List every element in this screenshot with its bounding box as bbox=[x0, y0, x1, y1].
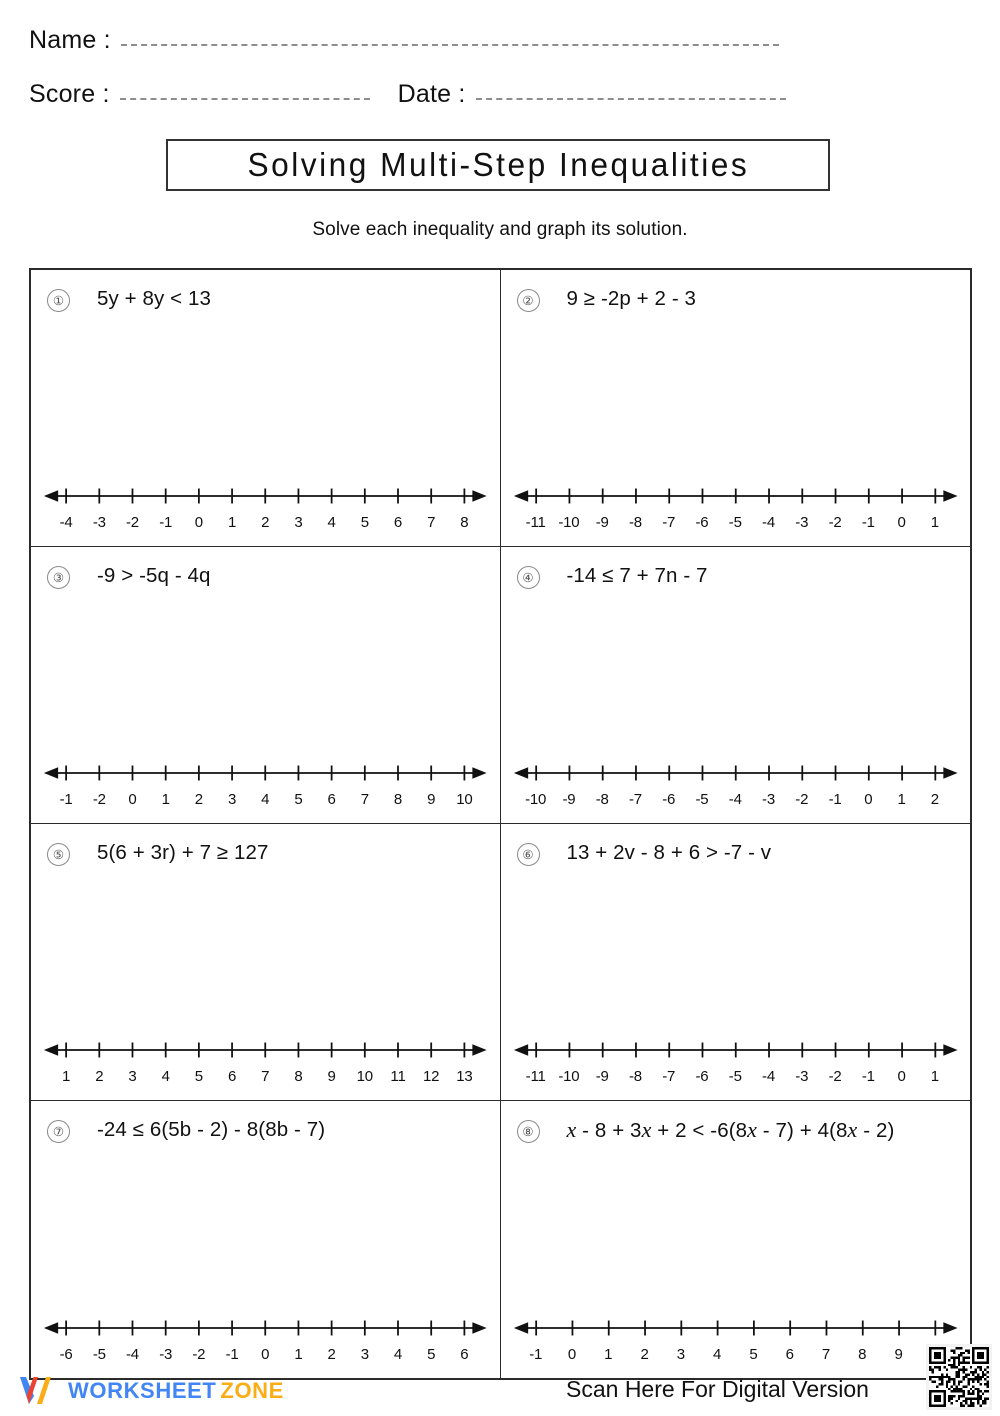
number-line-tick-label: -2 bbox=[828, 514, 842, 531]
number-line-tick-label: -1 bbox=[828, 791, 842, 808]
number-line-tick-label: 3 bbox=[676, 1346, 685, 1363]
answer-work-area[interactable] bbox=[41, 599, 490, 753]
number-line-tick-label: 2 bbox=[640, 1346, 649, 1363]
number-line-tick-label: -2 bbox=[92, 791, 106, 808]
problem-number-badge: ④ bbox=[517, 566, 540, 589]
number-line-tick-label: 5 bbox=[749, 1346, 758, 1363]
name-label: Name : bbox=[29, 26, 111, 54]
worksheet-title-box bbox=[166, 139, 830, 191]
number-line-tick-label: 5 bbox=[294, 791, 303, 808]
problem-expression: 13 + 2v - 8 + 6 > -7 - v bbox=[566, 841, 772, 864]
number-line-tick-label: -4 bbox=[762, 514, 775, 531]
problem-cell bbox=[31, 824, 501, 1101]
number-line-tick-label: 6 bbox=[460, 1346, 469, 1363]
number-line-tick-label: 5 bbox=[427, 1346, 436, 1363]
worksheet-instructions: Solve each inequality and graph its solution. bbox=[312, 219, 688, 240]
number-line-tick-label: -1 bbox=[529, 1346, 543, 1363]
number-line-labels bbox=[43, 1068, 488, 1088]
problem-cell bbox=[31, 547, 501, 824]
answer-work-area[interactable] bbox=[41, 1153, 490, 1308]
number-line-tick-label: 9 bbox=[427, 791, 436, 808]
number-line-tick-label: -5 bbox=[695, 791, 709, 808]
logo-text-zone: ZONE bbox=[220, 1378, 284, 1403]
problem-number-badge: ② bbox=[517, 289, 540, 312]
number-line-tick-label: 0 bbox=[897, 514, 906, 531]
worksheet-footer bbox=[0, 1372, 1000, 1416]
number-line-tick-label: 8 bbox=[858, 1346, 867, 1363]
number-line[interactable] bbox=[513, 756, 959, 812]
name-input-line[interactable] bbox=[121, 30, 779, 46]
number-line-tick-label: 6 bbox=[393, 514, 403, 531]
number-line-tick-label: -2 bbox=[192, 1346, 206, 1363]
logo-text-worksheet: WORKSHEET bbox=[68, 1378, 217, 1403]
number-line-tick-label: 7 bbox=[427, 514, 436, 531]
score-label: Score : bbox=[29, 80, 110, 108]
number-line-tick-label: -6 bbox=[662, 791, 676, 808]
number-line-tick-label: -3 bbox=[92, 514, 106, 531]
number-line-tick-label: -1 bbox=[159, 514, 173, 531]
number-line-tick-label: 0 bbox=[261, 1346, 270, 1363]
number-line-tick-label: -4 bbox=[728, 791, 742, 808]
problem-expression: 5(6 + 3r) + 7 ≥ 127 bbox=[97, 841, 269, 864]
number-line-tick-label: -9 bbox=[562, 791, 576, 808]
number-line-tick-label: 4 bbox=[393, 1346, 403, 1363]
problem-number-badge: ⑥ bbox=[517, 843, 540, 866]
number-line-tick-label: 3 bbox=[360, 1346, 369, 1363]
number-line-tick-label: 8 bbox=[294, 1068, 303, 1085]
number-line[interactable] bbox=[513, 479, 959, 535]
number-line-tick-label: 0 bbox=[864, 791, 873, 808]
number-line-tick-label: -2 bbox=[828, 1068, 842, 1085]
number-line-tick-label: -7 bbox=[662, 514, 676, 531]
number-line[interactable] bbox=[43, 479, 488, 535]
number-line-labels bbox=[43, 791, 488, 811]
date-input-line[interactable] bbox=[476, 84, 786, 100]
scan-prompt-text: Scan Here For Digital Version bbox=[566, 1376, 869, 1402]
number-line-tick-label: 0 bbox=[128, 791, 137, 808]
number-line-tick-label: -3 bbox=[795, 514, 809, 531]
number-line-tick-label: -4 bbox=[59, 514, 73, 531]
problem-cell bbox=[501, 1101, 971, 1378]
problem-statement bbox=[517, 563, 963, 589]
number-line-tick-label: 7 bbox=[360, 791, 369, 808]
number-line-tick-label: 3 bbox=[128, 1068, 137, 1085]
number-line-tick-label: 2 bbox=[95, 1068, 104, 1085]
number-line-tick-label: 2 bbox=[930, 791, 939, 808]
number-line-tick-label: -9 bbox=[595, 1068, 609, 1085]
number-line-tick-label: 10 bbox=[356, 1068, 373, 1085]
number-line-tick-label: 0 bbox=[194, 514, 203, 531]
number-line-tick-label: 1 bbox=[930, 1068, 939, 1085]
number-line-tick-label: -6 bbox=[695, 1068, 709, 1085]
number-line-tick-label: -4 bbox=[762, 1068, 775, 1085]
number-line-tick-label: -10 bbox=[558, 1068, 580, 1085]
problem-number-badge: ⑤ bbox=[47, 843, 70, 866]
page-title: Solving Multi-Step Inequalities bbox=[247, 146, 749, 183]
number-line-tick-label: 6 bbox=[227, 1068, 237, 1085]
number-line-tick-label: 10 bbox=[456, 791, 473, 808]
problem-number-badge: ① bbox=[47, 289, 70, 312]
number-line-labels bbox=[43, 1346, 488, 1366]
number-line-tick-label: 12 bbox=[423, 1068, 440, 1085]
answer-work-area[interactable] bbox=[41, 322, 490, 476]
number-line-tick-label: 7 bbox=[821, 1346, 831, 1363]
number-line-tick-label: 9 bbox=[894, 1346, 903, 1363]
name-field-row bbox=[29, 26, 809, 55]
answer-work-area[interactable] bbox=[511, 1153, 961, 1308]
number-line-tick-label: -8 bbox=[628, 514, 642, 531]
problem-statement bbox=[517, 286, 963, 312]
number-line-tick-label: 4 bbox=[327, 514, 336, 531]
problem-statement bbox=[47, 1117, 492, 1143]
number-line-tick-label: -11 bbox=[525, 1068, 546, 1085]
number-line-tick-label: 2 bbox=[261, 514, 270, 531]
number-line-tick-label: -6 bbox=[695, 514, 709, 531]
number-line-tick-label: -10 bbox=[525, 791, 547, 808]
number-line-tick-label: 11 bbox=[390, 1068, 406, 1085]
number-line-tick-label: -3 bbox=[795, 1068, 809, 1085]
number-line-tick-label: -6 bbox=[59, 1346, 73, 1363]
number-line-tick-label: -3 bbox=[762, 791, 775, 808]
number-line-labels bbox=[513, 514, 959, 534]
problem-cell bbox=[501, 270, 971, 547]
number-line-tick-label: 2 bbox=[194, 791, 203, 808]
answer-work-area[interactable] bbox=[41, 876, 490, 1030]
problem-expression: 9 ≥ -2p + 2 - 3 bbox=[566, 287, 697, 310]
number-line-tick-label: 4 bbox=[161, 1068, 170, 1085]
number-line-tick-label: 13 bbox=[456, 1068, 473, 1085]
number-line-tick-label: -8 bbox=[628, 1068, 642, 1085]
problem-statement bbox=[47, 563, 492, 589]
number-line-labels bbox=[43, 514, 488, 534]
number-line-tick-label: -1 bbox=[59, 791, 73, 808]
number-line-tick-label: -4 bbox=[126, 1346, 139, 1363]
number-line-tick-label: 2 bbox=[327, 1346, 336, 1363]
answer-work-area[interactable] bbox=[511, 599, 961, 753]
problem-expression: x - 8 + 3x + 2 < -6(8x - 7) + 4(8x - 2) bbox=[566, 1117, 895, 1142]
number-line-tick-label: 1 bbox=[227, 514, 237, 531]
number-line-tick-label: -5 bbox=[728, 1068, 742, 1085]
number-line-tick-label: 1 bbox=[604, 1346, 613, 1363]
number-line-tick-label: 7 bbox=[261, 1068, 270, 1085]
problem-cell bbox=[501, 824, 971, 1101]
qr-code[interactable] bbox=[926, 1344, 992, 1410]
number-line-tick-label: -5 bbox=[728, 514, 742, 531]
qr-code-image bbox=[929, 1347, 989, 1407]
number-line-tick-label: 0 bbox=[897, 1068, 906, 1085]
number-line-tick-label: 8 bbox=[460, 514, 469, 531]
problem-statement bbox=[47, 840, 492, 866]
number-line-tick-label: 1 bbox=[161, 791, 170, 808]
number-line-tick-label: -1 bbox=[861, 1068, 875, 1085]
problem-cell bbox=[31, 1101, 501, 1378]
number-line-labels bbox=[513, 791, 959, 811]
number-line-tick-label: 3 bbox=[227, 791, 237, 808]
problem-expression: 5y + 8y < 13 bbox=[97, 287, 212, 310]
logo-w-icon bbox=[16, 1374, 62, 1408]
number-line[interactable] bbox=[513, 1033, 959, 1089]
number-line-tick-label: -7 bbox=[628, 791, 642, 808]
number-line[interactable] bbox=[43, 1033, 488, 1089]
worksheet-zone-logo[interactable] bbox=[16, 1374, 284, 1408]
number-line-tick-label: 6 bbox=[327, 791, 336, 808]
number-line-tick-label: 1 bbox=[62, 1068, 71, 1085]
number-line-tick-label: 8 bbox=[393, 791, 403, 808]
problem-number-badge: ③ bbox=[47, 566, 70, 589]
number-line[interactable] bbox=[43, 1311, 488, 1367]
number-line-tick-label: -1 bbox=[861, 514, 875, 531]
number-line-tick-label: 5 bbox=[360, 514, 369, 531]
number-line[interactable] bbox=[513, 1311, 959, 1367]
number-line-labels bbox=[513, 1346, 959, 1366]
problem-statement bbox=[517, 840, 963, 866]
number-line-tick-label: -3 bbox=[159, 1346, 173, 1363]
number-line-tick-label: 1 bbox=[897, 791, 906, 808]
problem-number-badge: ⑦ bbox=[47, 1120, 70, 1143]
problem-cell bbox=[31, 270, 501, 547]
number-line-tick-label: 6 bbox=[785, 1346, 794, 1363]
number-line-tick-label: -8 bbox=[595, 791, 609, 808]
number-line-tick-label: 3 bbox=[294, 514, 303, 531]
number-line-labels bbox=[513, 1068, 959, 1088]
problem-number-badge: ⑧ bbox=[517, 1120, 540, 1143]
number-line-tick-label: -2 bbox=[795, 791, 809, 808]
number-line-tick-label: 1 bbox=[930, 514, 939, 531]
number-line-tick-label: 4 bbox=[261, 791, 270, 808]
number-line-tick-label: -9 bbox=[595, 514, 609, 531]
score-input-line[interactable] bbox=[120, 84, 370, 100]
problem-expression: -24 ≤ 6(5b - 2) - 8(8b - 7) bbox=[97, 1118, 326, 1141]
answer-work-area[interactable] bbox=[511, 876, 961, 1030]
number-line-tick-label: -10 bbox=[558, 514, 580, 531]
number-line-tick-label: -11 bbox=[525, 514, 546, 531]
number-line-tick-label: -7 bbox=[662, 1068, 676, 1085]
problem-statement bbox=[47, 286, 492, 312]
answer-work-area[interactable] bbox=[511, 322, 961, 476]
number-line-tick-label: 5 bbox=[194, 1068, 203, 1085]
number-line-tick-label: 1 bbox=[294, 1346, 303, 1363]
score-date-field-row bbox=[29, 80, 809, 109]
number-line-tick-label: 9 bbox=[327, 1068, 336, 1085]
problem-expression: -14 ≤ 7 + 7n - 7 bbox=[566, 564, 708, 587]
number-line-tick-label: 4 bbox=[713, 1346, 722, 1363]
problem-grid bbox=[29, 268, 972, 1380]
problem-expression: -9 > -5q - 4q bbox=[97, 564, 211, 587]
number-line-tick-label: -5 bbox=[92, 1346, 106, 1363]
number-line-tick-label: -1 bbox=[225, 1346, 239, 1363]
number-line[interactable] bbox=[43, 756, 488, 812]
number-line-tick-label: -2 bbox=[126, 514, 139, 531]
number-line-tick-label: 0 bbox=[567, 1346, 577, 1363]
date-label: Date : bbox=[397, 80, 466, 108]
problem-statement bbox=[517, 1117, 963, 1144]
problem-cell bbox=[501, 547, 971, 824]
